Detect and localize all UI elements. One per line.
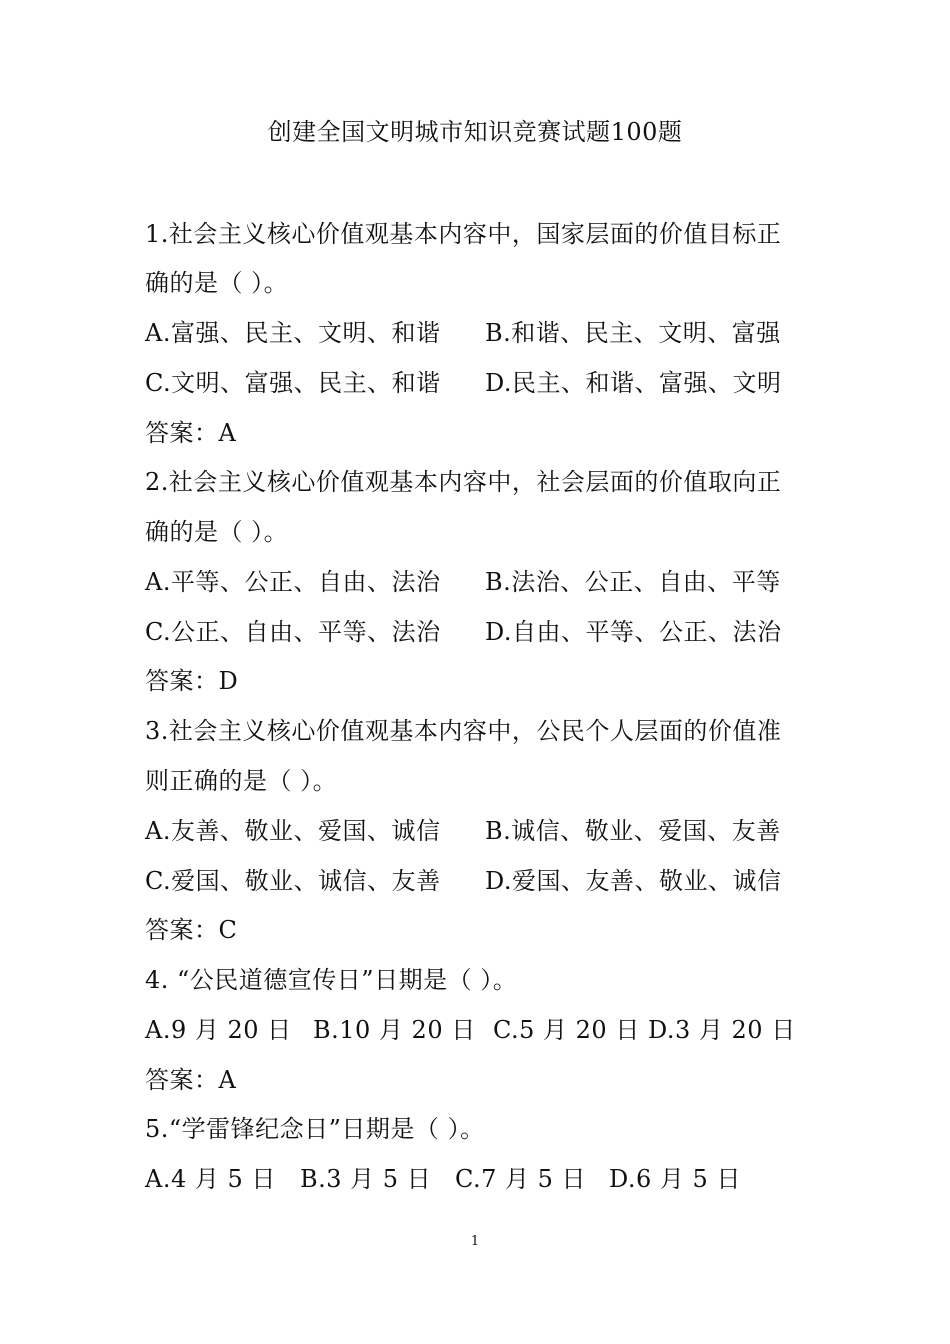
question-4-stem: 4. “公民道德宣传日”日期是（ ）。 bbox=[145, 966, 518, 994]
question-5-option-d: D.6 月 5 日 bbox=[609, 1165, 741, 1193]
question-2-option-d: D.自由、平等、公正、法治 bbox=[485, 618, 782, 646]
question-1-stem-line-2: 确的是（ ）。 bbox=[145, 269, 289, 297]
document-title: 创建全国文明城市知识竞赛试题100题 bbox=[267, 118, 683, 146]
question-5-option-a: A.4 月 5 日 bbox=[145, 1165, 276, 1193]
question-4-option-a: A.9 月 20 日 bbox=[145, 1016, 292, 1044]
question-1-answer: 答案：A bbox=[145, 419, 237, 447]
question-1-option-a: A.富强、民主、文明、和谐 bbox=[145, 319, 441, 347]
question-2-stem-line-2: 确的是（ ）。 bbox=[145, 518, 289, 546]
question-1-option-b: B.和谐、民主、文明、富强 bbox=[485, 319, 781, 347]
question-5-stem: 5.“学雷锋纪念日”日期是（ ）。 bbox=[145, 1115, 485, 1143]
question-1-stem-line-1: 1.社会主义核心价值观基本内容中，国家层面的价值目标正 bbox=[145, 220, 782, 248]
question-4-option-c: C.5 月 20 日 bbox=[493, 1016, 640, 1044]
question-2-stem-line-1: 2.社会主义核心价值观基本内容中，社会层面的价值取向正 bbox=[145, 468, 782, 496]
question-5-option-b: B.3 月 5 日 bbox=[300, 1165, 432, 1193]
question-1-option-c: C.文明、富强、民主、和谐 bbox=[145, 369, 441, 397]
question-3-stem-line-1: 3.社会主义核心价值观基本内容中，公民个人层面的价值准 bbox=[145, 717, 782, 745]
question-2-answer: 答案：D bbox=[145, 667, 239, 695]
question-2-option-a: A.平等、公正、自由、法治 bbox=[145, 568, 441, 596]
question-2-option-b: B.法治、公正、自由、平等 bbox=[485, 568, 781, 596]
question-5-option-c: C.7 月 5 日 bbox=[455, 1165, 587, 1193]
question-3-answer: 答案：C bbox=[145, 916, 238, 944]
question-3-option-c: C.爱国、敬业、诚信、友善 bbox=[145, 867, 441, 895]
question-4-option-d: D.3 月 20 日 bbox=[648, 1016, 796, 1044]
question-4-answer: 答案：A bbox=[145, 1066, 237, 1094]
question-3-option-a: A.友善、敬业、爱国、诚信 bbox=[145, 817, 441, 845]
question-2-option-c: C.公正、自由、平等、法治 bbox=[145, 618, 441, 646]
question-4-option-b: B.10 月 20 日 bbox=[313, 1016, 476, 1044]
question-3-option-b: B.诚信、敬业、爱国、友善 bbox=[485, 817, 781, 845]
question-3-stem-line-2: 则正确的是（ ）。 bbox=[145, 767, 338, 795]
question-3-option-d: D.爱国、友善、敬业、诚信 bbox=[485, 867, 782, 895]
question-1-option-d: D.民主、和谐、富强、文明 bbox=[485, 369, 782, 397]
page-number: 1 bbox=[470, 1234, 480, 1249]
